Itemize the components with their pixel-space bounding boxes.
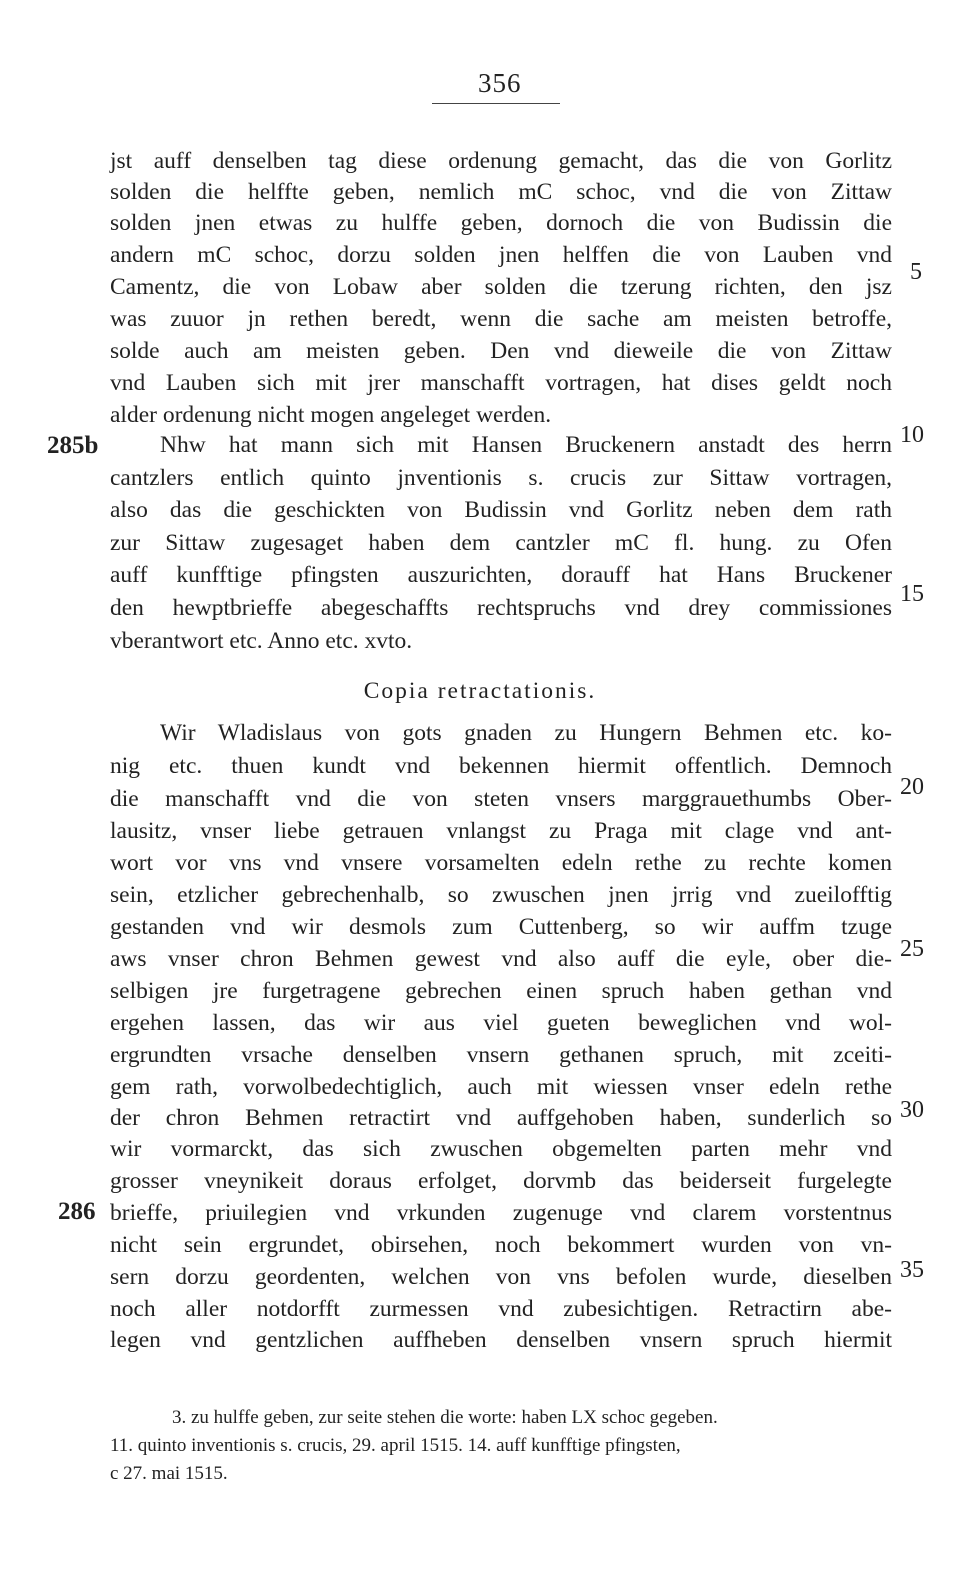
text-line: ergrundten vrsache denselben vnsern gethanen spruch, mit zceiti- [110, 1042, 892, 1068]
text-line: vberantwort etc. Anno etc. xvto. [110, 628, 413, 654]
footnote-line: 3. zu hulffe geben, zur seite stehen die worte: haben LX schoc gegeben. [172, 1407, 718, 1428]
text-line: also das die geschickten von Budissin vnd Gorlitz neben dem rath [110, 497, 892, 523]
page-number: 356 [478, 68, 522, 98]
line-number: 10 [900, 422, 924, 448]
section-heading: Copia retractationis. [363, 678, 597, 704]
line-number: 15 [900, 581, 924, 607]
text-line: wort vor vns vnd vnsere vorsamelten edeln rethe zu rechte komen [110, 850, 892, 876]
text-line: vnd Lauben sich mit jrer manschafft vortragen, hat dises geldt noch [110, 370, 892, 396]
text-line: lausitz, vnser liebe getrauen vnlangst zu Praga mit clage vnd ant- [110, 818, 892, 844]
margin-reference: 286 [58, 1198, 96, 1225]
text-line: jst auff denselben tag diese ordenung gemacht, das die von Gorlitz [110, 148, 892, 174]
text-line: auff kunfftige pfingsten auszurichten, dorauff hat Hans Bruckener [110, 562, 892, 588]
text-line: andern mC schoc, dorzu solden jnen helffen die von Lauben vnd [110, 242, 892, 268]
text-line: Nhw hat mann sich mit Hansen Bruckenern anstadt des herrn [160, 432, 892, 458]
text-line: noch aller notdorfft zurmessen vnd zubesichtigen. Retractirn abe- [110, 1296, 892, 1322]
text-line: brieffe, priuilegien vnd vrkunden zugenuge vnd clarem vorstentnus [110, 1200, 892, 1226]
text-line: solden die helffte geben, nemlich mC schoc, vnd die von Zittaw [110, 179, 892, 205]
line-number: 30 [900, 1097, 924, 1123]
text-line: solde auch am meisten geben. Den vnd dieweile die von Zittaw [110, 338, 892, 364]
margin-reference: 285b [47, 432, 99, 459]
text-line: aws vnser chron Behmen gewest vnd also auff die eyle, ober die- [110, 946, 892, 972]
text-line: grosser vneynikeit doraus erfolget, dorvmb das beiderseit furgelegte [110, 1168, 892, 1194]
line-number: 35 [900, 1257, 924, 1283]
text-line: ergehen lassen, das wir aus viel gueten beweglichen vnd wol- [110, 1010, 892, 1036]
text-line: alder ordenung nicht mogen angeleget werden. [110, 402, 552, 428]
text-line: Wir Wladislaus von gots gnaden zu Hungern Behmen etc. ko- [160, 720, 892, 746]
text-line: selbigen jre furgetragene gebrechen einen spruch haben gethan vnd [110, 978, 892, 1004]
header-rule [432, 103, 560, 104]
text-line: wir vormarckt, das sich zwuschen obgemelten parten mehr vnd [110, 1136, 892, 1162]
text-line: gestanden vnd wir desmols zum Cuttenberg, so wir auffm tzuge [110, 914, 892, 940]
text-line: legen vnd gentzlichen auffheben denselben vnsern spruch hiermit [110, 1327, 892, 1353]
line-number: 20 [900, 774, 924, 800]
text-line: gem rath, vorwolbedechtiglich, auch mit wiessen vnser edeln rethe [110, 1074, 892, 1100]
text-line: die manschafft vnd die von steten vnsers marggrauethumbs Ober- [110, 786, 892, 812]
text-line: zur Sittaw zugesaget haben dem cantzler mC fl. hung. zu Ofen [110, 530, 892, 556]
footnote-line: 11. quinto inventionis s. crucis, 29. april 1515. 14. auff kunfftige pfingsten, [110, 1435, 681, 1456]
text-line: solden jnen etwas zu hulffe geben, dornoch die von Budissin die [110, 210, 892, 236]
text-line: nig etc. thuen kundt vnd bekennen hiermit offentlich. Demnoch [110, 753, 892, 779]
text-line: cantzlers entlich quinto jnventionis s. crucis zur Sittaw vortragen, [110, 465, 892, 491]
text-line: Camentz, die von Lobaw aber solden die tzerung richten, den jsz [110, 274, 892, 300]
text-line: nicht sein ergrundet, obirsehen, noch bekommert wurden von vn- [110, 1232, 892, 1258]
text-line: was zuuor jn rethen beredt, wenn die sache am meisten betroffe, [110, 306, 892, 332]
text-line: sern dorzu geordenten, welchen von vns befolen wurde, dieselben [110, 1264, 892, 1290]
footnote-line: c 27. mai 1515. [110, 1463, 228, 1484]
text-line: sein, etzlicher gebrechenhalb, so zwuschen jnen jrrig vnd zueilofftig [110, 882, 892, 908]
line-number: 25 [900, 936, 924, 962]
text-line: den hewptbrieffe abegeschaffts rechtspruchs vnd drey commissiones [110, 595, 892, 621]
line-number: 5 [910, 259, 922, 285]
text-line: der chron Behmen retractirt vnd auffgehoben haben, sunderlich so [110, 1105, 892, 1131]
